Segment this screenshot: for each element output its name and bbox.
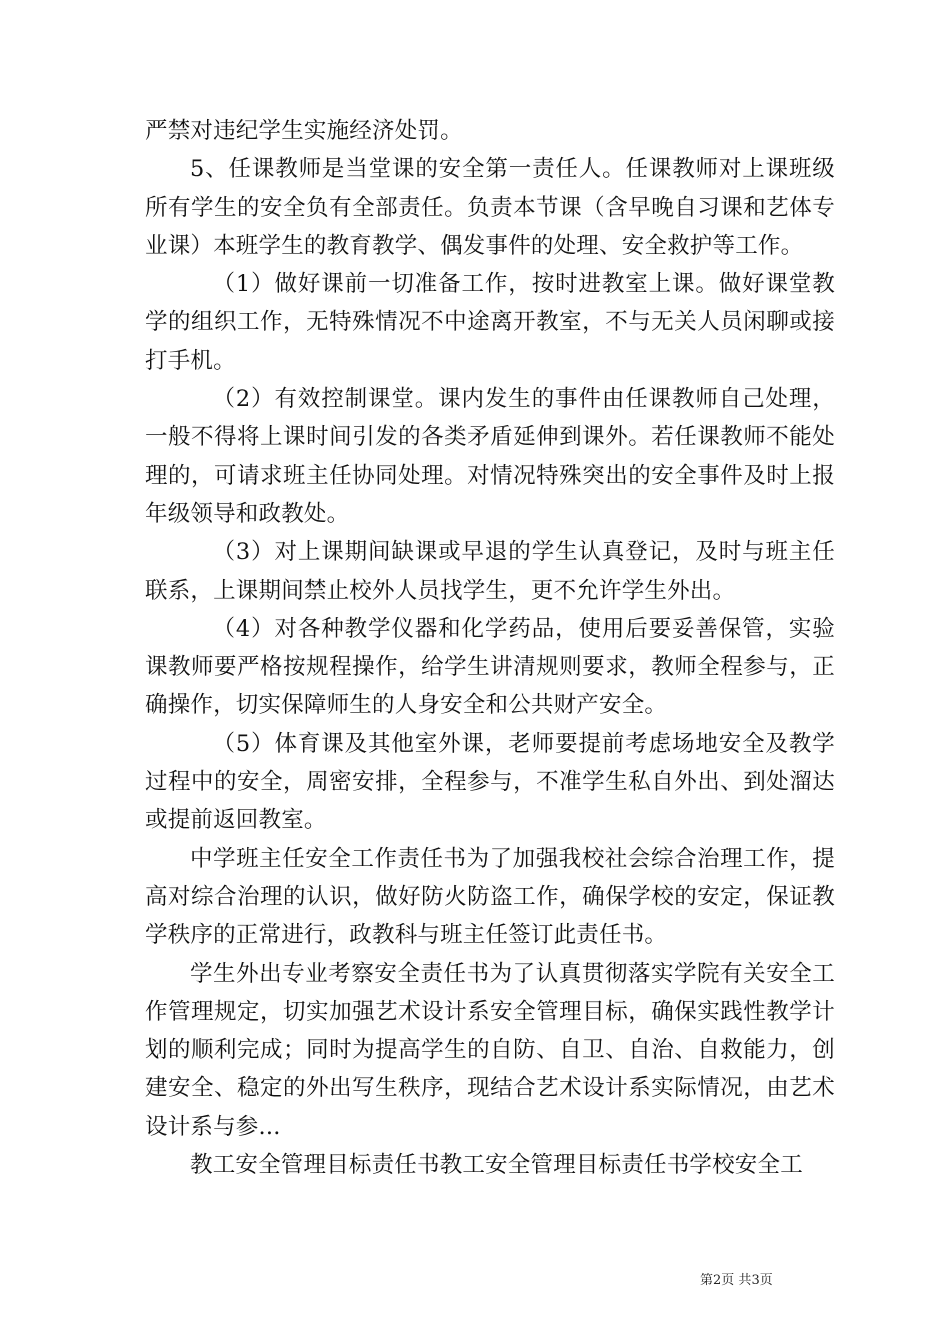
paragraph-class-teacher-responsibility: 中学班主任安全工作责任书为了加强我校社会综合治理工作，提高对综合治理的认识，做好防火防盗工作，确保学校的安定，保证教学秩序的正常进行，政教科与班主任签订此责任书。 [145,845,835,949]
footer-suffix: 页 [759,1273,773,1288]
paragraph-item-5: 5、任课教师是当堂课的安全第一责任人。任课教师对上课班级所有学生的安全负有全部责任。负责本节课（含早晚自习课和艺体专业课）本班学生的教育教学、偶发事件的处理、安全救护等工作。 [145,156,835,259]
paragraph-subitem-1: （1）做好课前一切准备工作，按时进教室上课。做好课堂教学的组织工作，无特殊情况不中途离开教室，不与无关人员闲聊或接打手机。 [145,271,835,374]
document-body [145,112,835,1184]
paragraph-staff-safety-target: 教工安全管理目标责任书教工安全管理目标责任书学校安全工 [190,1152,803,1179]
page-number-footer [700,1272,830,1290]
footer-prefix: 第 [700,1273,714,1288]
paragraph-subitem-4: （4）对各种教学仪器和化学药品，使用后要妥善保管，实验课教师要严格按规程操作，给学生讲清规则要求，教师全程参与，正确操作，切实保障师生的人身安全和公共财产安全。 [145,615,835,719]
paragraph-student-field-trip-responsibility: 学生外出专业考察安全责任书为了认真贯彻落实学院有关安全工作管理规定，切实加强艺术设计系安全管理目标，确保实践性教学计划的顺利完成；同时为提高学生的自防、自卫、自治、自救能力，创建安全、稳定的外出写生秩序，现结合艺术设计系实际情况，由艺术设计系与参... [145,960,835,1140]
paragraph-subitem-2: （2）有效控制课堂。课内发生的事件由任课教师自己处理，一般不得将上课时间引发的各类矛盾延伸到课外。若任课教师不能处理的，可请求班主任协同处理。对情况特殊突出的安全事件及时上报年级领导和政教处。 [145,386,835,527]
paragraph-subitem-3: （3）对上课期间缺课或早退的学生认真登记，及时与班主任联系，上课期间禁止校外人员找学生，更不允许学生外出。 [145,539,835,604]
paragraph-subitem-5: （5）体育课及其他室外课，老师要提前考虑场地安全及教学过程中的安全，周密安排，全程参与，不准学生私自外出、到处溜达或提前返回教室。 [145,730,835,834]
footer-total-pages: 3 [751,1273,760,1288]
footer-middle: 页 共 [721,1273,752,1288]
paragraph-continuation: 严禁对违纪学生实施经济处罚。 [145,118,463,144]
footer-current-page: 2 [713,1273,722,1288]
